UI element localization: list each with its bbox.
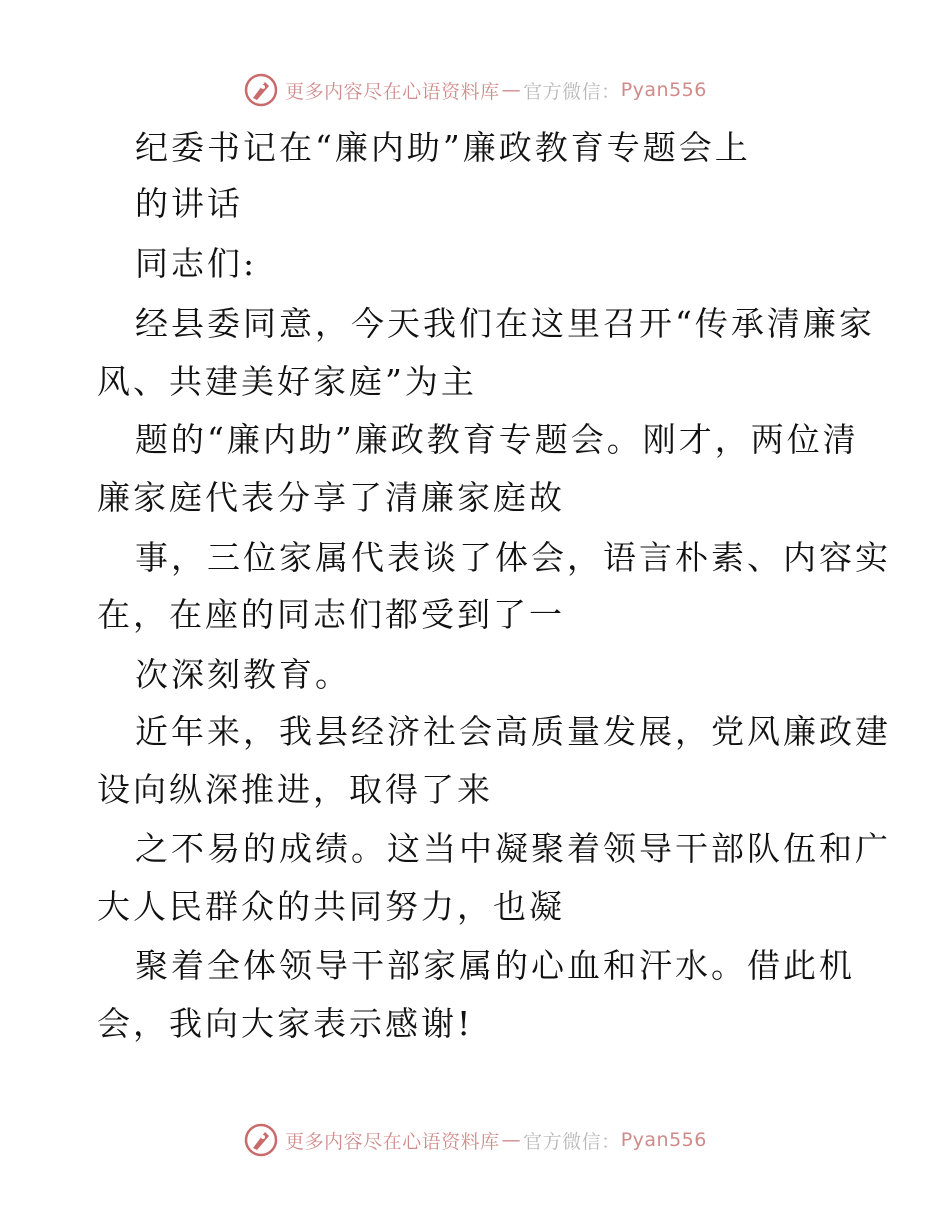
- watermark-text: 更多内容尽在心语资料库: [285, 80, 500, 103]
- header-watermark: [0, 68, 950, 112]
- pen-nib-logo-icon: [243, 1122, 279, 1158]
- footer-watermark: [0, 1118, 950, 1162]
- watermark-id: Pyan556: [620, 79, 707, 101]
- paragraph-line: 会，我向大家表示感谢!: [97, 1004, 474, 1043]
- watermark-text: 更多内容尽在心语资料库: [285, 1130, 500, 1153]
- watermark-label: 官方微信：: [523, 1130, 621, 1153]
- paragraph-line: 大人民群众的共同努力，也凝: [97, 887, 565, 926]
- salutation: 同志们:: [135, 244, 258, 283]
- paragraph-line: 风、共建美好家庭”为主: [97, 362, 477, 401]
- watermark-label: 官方微信：: [523, 80, 621, 103]
- pen-nib-logo-icon: [243, 72, 279, 108]
- paragraph-line: 之不易的成绩。这当中凝聚着领导干部队伍和广: [135, 829, 891, 868]
- paragraph-line: 事，三位家属代表谈了体会，语言朴素、内容实: [135, 538, 891, 577]
- paragraph-line: 近年来，我县经济社会高质量发展，党风廉政建: [135, 712, 891, 751]
- paragraph-line: 设向纵深推进，取得了来: [97, 770, 493, 809]
- paragraph-line: 题的“廉内助”廉政教育专题会。刚才，两位清: [135, 420, 859, 459]
- document-title-line-1: 纪委书记在“廉内助”廉政教育专题会上: [135, 128, 751, 167]
- paragraph-line: 在，在座的同志们都受到了一: [97, 595, 565, 634]
- paragraph-line: 次深刻教育。: [135, 655, 351, 694]
- watermark-separator: —: [501, 79, 522, 101]
- document-title-line-2: 的讲话: [135, 184, 243, 223]
- watermark-id: Pyan556: [620, 1129, 707, 1151]
- watermark-separator: —: [501, 1129, 522, 1151]
- paragraph-line: 经县委同意，今天我们在这里召开“传承清廉家: [135, 304, 875, 343]
- paragraph-line: 廉家庭代表分享了清廉家庭故: [97, 478, 565, 517]
- paragraph-line: 聚着全体领导干部家属的心血和汗水。借此机: [135, 946, 855, 985]
